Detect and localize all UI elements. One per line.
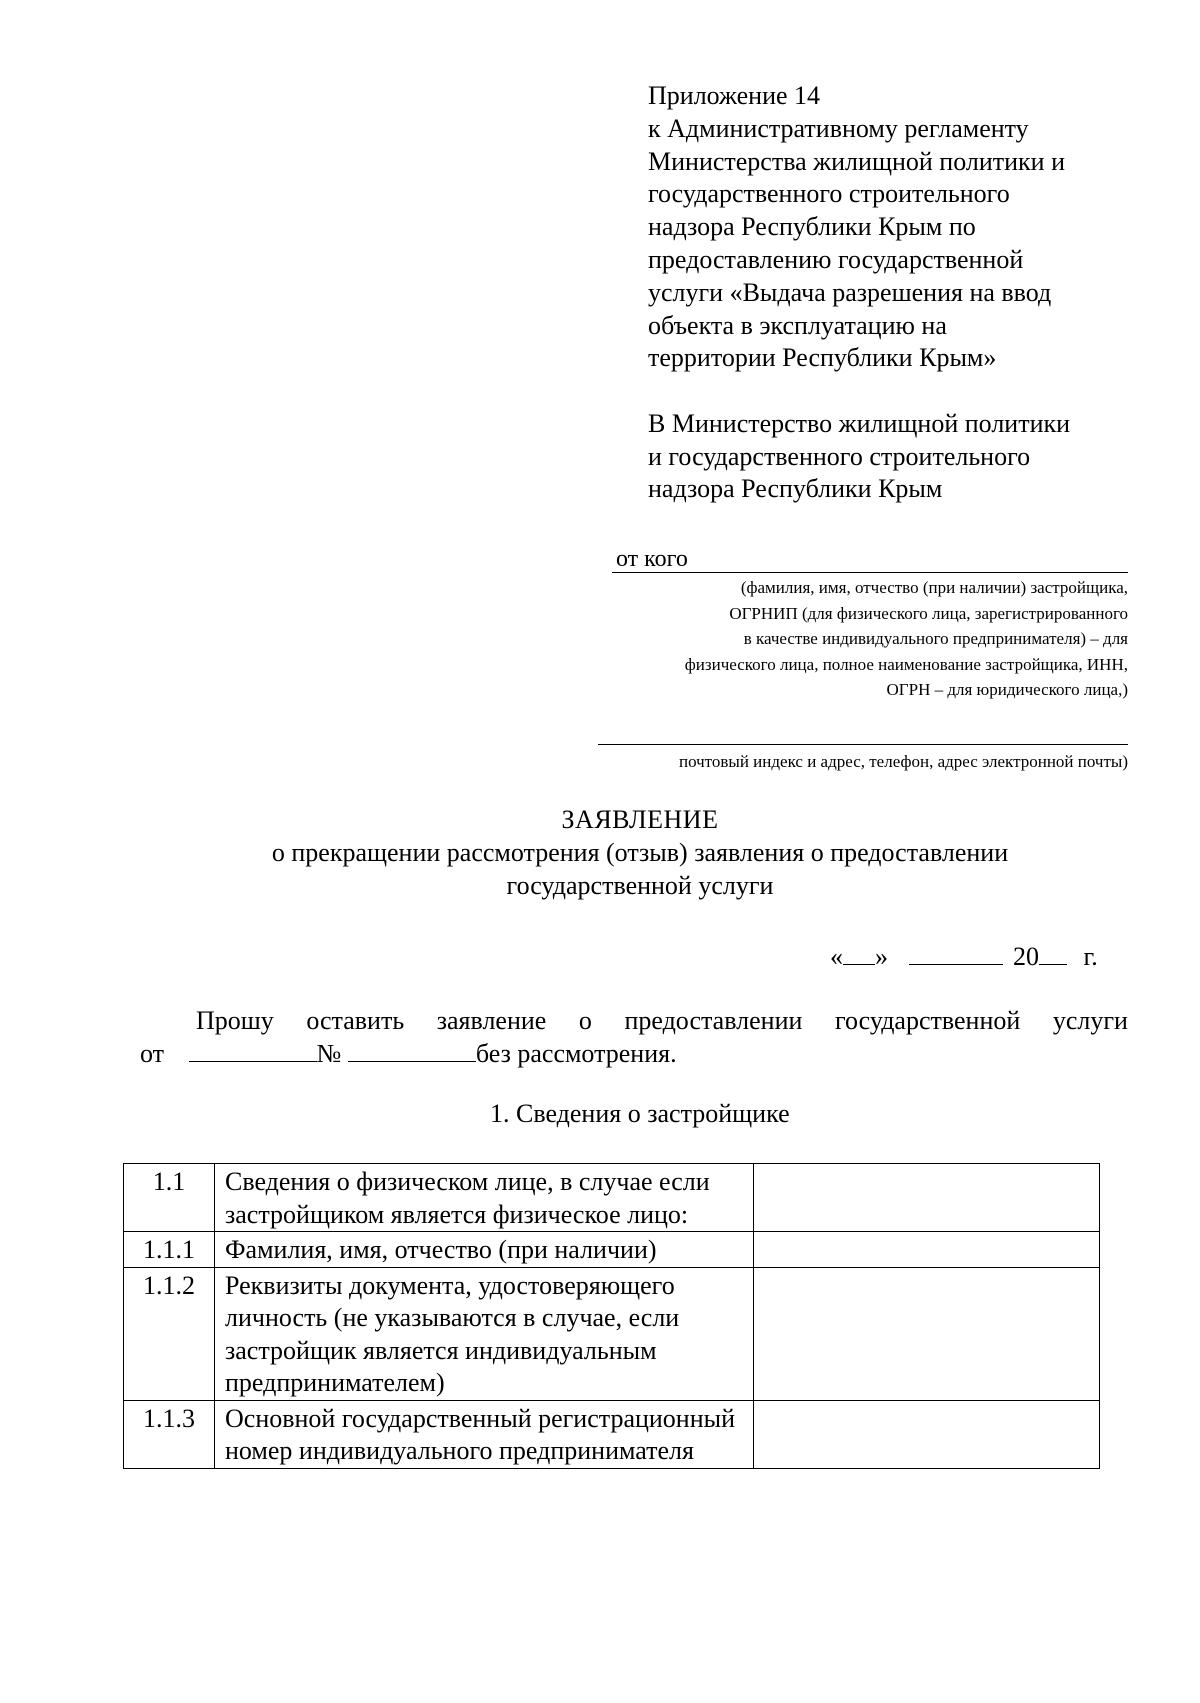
request-line-2 [140,1037,1128,1070]
from-field-hint [560,575,1128,703]
section-heading: 1. Сведения о застройщике [490,1099,790,1128]
request-paragraph [140,1004,1128,1070]
date-year-blank[interactable] [1039,938,1067,965]
appendix-line: к Административному регламенту [648,113,1029,143]
request-word: услуги [1052,1006,1128,1035]
from-field[interactable] [612,546,1128,573]
request-number-blank[interactable] [348,1037,476,1062]
appendix-line: услуги «Выдача разрешения на ввод [648,277,1052,307]
from-hint-line: (фамилия, имя, отчество (при наличии) застройщика, [740,578,1128,597]
row-number: 1.1.3 [124,1400,215,1468]
request-word: оставить [306,1006,405,1035]
request-word: о [578,1006,592,1035]
date-field [830,938,1130,972]
appendix-line: Министерства жилищной политики и [648,146,1065,176]
date-year-prefix: 20 [1013,942,1039,971]
date-month-blank[interactable] [909,938,1003,965]
table-row [124,1164,1100,1232]
request-line-1 [140,1004,1128,1037]
row-value-cell[interactable] [754,1164,1100,1232]
row-description: Сведения о физическом лице, в случае если застройщиком является физическое лицо: [215,1164,754,1232]
row-number: 1.1 [124,1164,215,1232]
request-date-blank[interactable] [189,1037,317,1062]
appendix-line: территории Республики Крым» [648,343,997,373]
from-label: от кого [616,546,688,572]
row-description: Реквизиты документа, удостоверяющего личность (не указываются в случае, если застройщик является индивидуальным предпринимателем) [215,1267,754,1400]
date-day-blank[interactable] [843,938,875,965]
recipient-line: В Министерство жилищной политики [648,409,1071,438]
appendix-line: предоставлению государственной [648,244,1024,274]
document-subtitle-line: государственной услуги [506,871,774,900]
request-word: Прошу [196,1006,274,1035]
request-word: предоставлении [624,1006,803,1035]
appendix-line: государственного строительного [648,179,1010,209]
table-row [124,1232,1100,1268]
address-field[interactable] [598,744,1128,745]
from-hint-line: ОГРНИП (для физического лица, зарегистрированного [729,603,1128,623]
table-row [124,1400,1100,1468]
appendix-line: объекта в эксплуатацию на [648,310,947,340]
row-value-cell[interactable] [754,1232,1100,1268]
recipient-block [648,408,1168,506]
from-hint-line: в качестве индивидуального предпринимателя) – для [743,629,1128,648]
row-value-cell[interactable] [754,1400,1100,1468]
request-from-word: от [140,1039,165,1068]
from-hint-line: физического лица, полное наименование застройщика, ИНН, [684,654,1128,674]
request-number-sign: № [316,1039,342,1068]
request-word: заявление [436,1006,547,1035]
appendix-line: Приложение 14 [648,81,821,110]
table-row [124,1267,1100,1400]
date-open-quote: « [830,942,843,971]
request-word: государственной [834,1006,1021,1035]
from-hint-line: ОГРН – для юридического лица,) [886,680,1128,699]
request-ending: без рассмотрения. [475,1039,677,1068]
document-title-block [0,803,1200,902]
row-value-cell[interactable] [754,1267,1100,1400]
recipient-line: надзора Республики Крым [648,474,943,503]
document-title: ЗАЯВЛЕНИЕ [561,805,719,834]
appendix-header [648,80,1168,375]
date-close-quote: » [875,942,888,971]
appendix-line: надзора Республики Крым по [648,212,976,242]
developer-info-table [123,1163,1100,1469]
row-number: 1.1.1 [124,1232,215,1268]
address-field-hint: почтовый индекс и адрес, телефон, адрес электронной почты) [678,752,1128,771]
row-description: Основной государственный регистрационный номер индивидуального предпринимателя [215,1400,754,1468]
recipient-line: и государственного строительного [648,441,1031,471]
document-subtitle-line: о прекращении рассмотрения (отзыв) заявления о предоставлении [271,838,1009,867]
row-number: 1.1.2 [124,1267,215,1400]
row-description: Фамилия, имя, отчество (при наличии) [215,1232,754,1268]
date-year-suffix: г. [1083,942,1098,971]
